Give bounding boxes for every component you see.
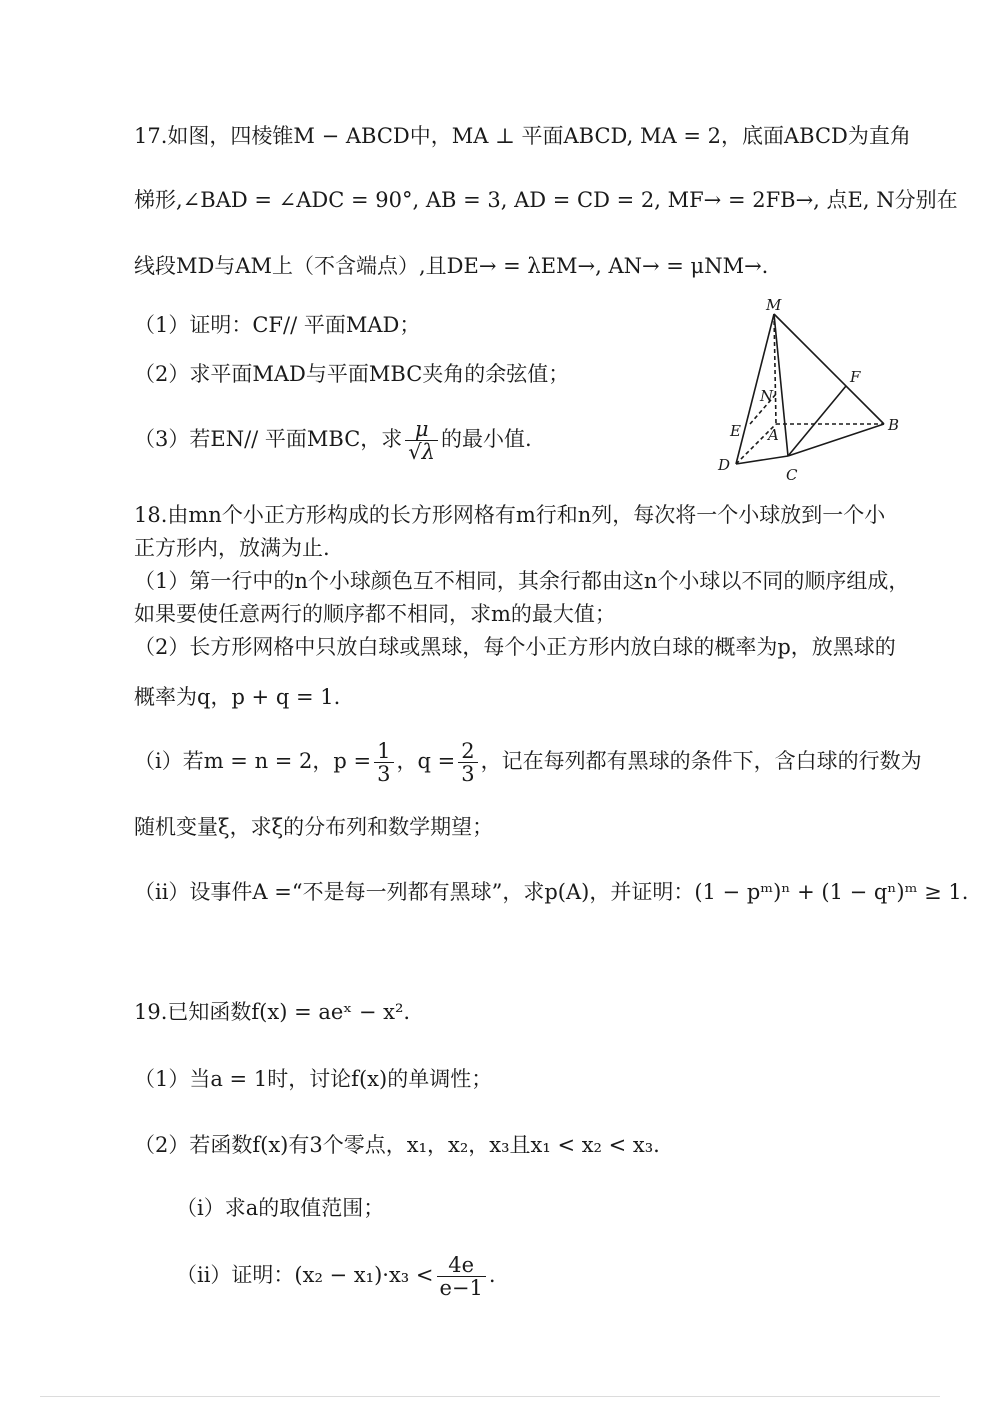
fraction-denominator: √λ (408, 440, 435, 465)
label-A: A (768, 426, 779, 444)
q-denominator: 3 (461, 762, 475, 787)
p-denominator: 3 (377, 762, 391, 787)
q18-line1: 18.由mn个小正方形构成的长方形网格有m行和n列，每次将一个小球放到一个小 (134, 503, 886, 527)
label-C: C (786, 466, 798, 484)
p-numerator: 1 (374, 740, 393, 763)
q17-part3-pre: （3）若EN// 平面MBC，求 (134, 427, 403, 452)
q19-part1: （1）当a = 1时，讨论f(x)的单调性； (134, 1067, 493, 1091)
q-fraction (458, 740, 477, 785)
label-F: F (850, 368, 861, 386)
q18-line5: （2）长方形网格中只放白球或黑球，每个小正方形内放白球的概率为p，放黑球的 (134, 635, 896, 659)
q19-line1: 19.已知函数f(x) = aeˣ − x². (134, 1000, 411, 1024)
q19-part2: （2）若函数f(x)有3个零点，x₁，x₂，x₃且x₁ < x₂ < x₃. (134, 1133, 660, 1157)
q17-line1: 17.如图，四棱锥M − ABCD中，MA ⊥ 平面ABCD, MA = 2，底面ABCD为直角 (134, 124, 911, 148)
q18-line3: （1）第一行中的n个小球颜色互不相同，其余行都由这n个小球以不同的顺序组成， (134, 569, 910, 593)
p-fraction (374, 740, 393, 785)
q17-line2: 梯形,∠BAD = ∠ADC = 90°, AB = 3, AD = CD = 2, MF→ = 2FB→, 点E, N分别在 (134, 188, 958, 212)
q18-sub-ii: （ii）设事件A =“不是每一列都有黑球”，求p(A)，并证明：(1 − pᵐ)ⁿ + (1 − qⁿ)ᵐ ≥ 1. (134, 880, 969, 904)
q19-sub-ii-pre: （ii）证明：(x₂ − x₁)·x₃ < (176, 1263, 434, 1288)
label-E: E (730, 422, 741, 440)
q19-sub-ii-post: . (488, 1263, 496, 1288)
label-N: N (760, 387, 774, 405)
fraction-numerator: μ (405, 418, 438, 441)
q18-sub-i-post: ，记在每列都有黑球的条件下，含白球的行数为 (480, 749, 922, 774)
q18-sub-i (134, 740, 922, 785)
label-M: M (766, 296, 782, 314)
q17-line3: 线段MD与AM上（不含端点）,且DE→ = λEM→, AN→ = μNM→. (134, 254, 769, 278)
q19-sub-ii (176, 1254, 496, 1299)
footer-divider (40, 1396, 940, 1397)
label-B: B (888, 416, 900, 434)
q-numerator: 2 (458, 740, 477, 763)
bound-fraction (437, 1254, 486, 1299)
q19-sub-i: （i）求a的取值范围； (176, 1196, 385, 1220)
q17-part3 (134, 418, 532, 463)
edge-CB (788, 424, 884, 456)
pyramid-figure (712, 296, 912, 488)
q17-part2: （2）求平面MAD与平面MBC夹角的余弦值； (134, 362, 570, 386)
q18-line4: 如果要使任意两行的顺序都不相同，求m的最大值； (134, 602, 616, 626)
q17-part3-fraction (405, 418, 438, 463)
q17-part1: （1）证明：CF// 平面MAD； (134, 313, 421, 337)
q18-line8: 随机变量ξ，求ξ的分布列和数学期望； (134, 815, 494, 839)
q18-sub-i-mid: ，q = (396, 749, 456, 774)
q18-line2: 正方形内，放满为止. (134, 536, 330, 560)
q17-part3-post: 的最小值. (441, 427, 532, 452)
q18-sub-i-pre: （i）若m = n = 2，p = (134, 749, 372, 774)
bound-numerator: 4e (437, 1254, 486, 1277)
bound-denominator: e−1 (439, 1276, 483, 1301)
q18-line6: 概率为q，p + q = 1. (134, 685, 341, 709)
label-D: D (718, 456, 731, 474)
